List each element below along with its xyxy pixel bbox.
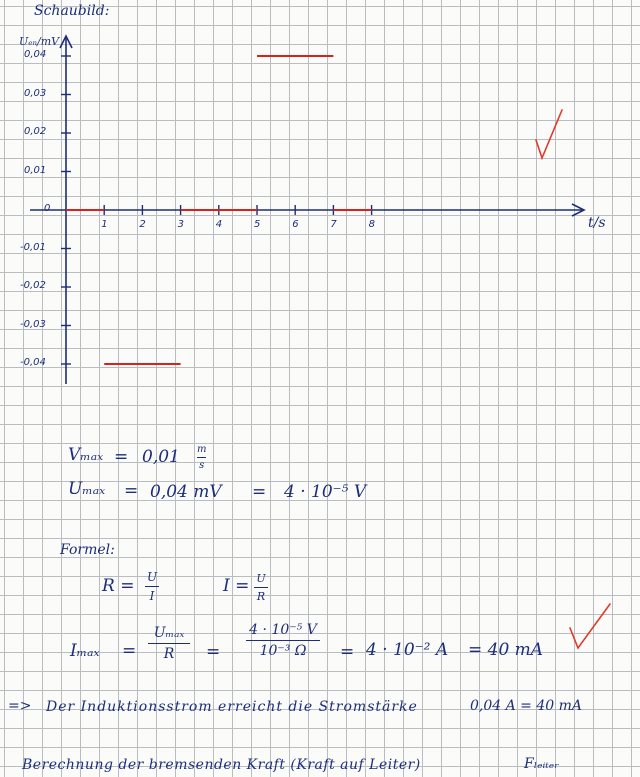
x-tick-label: 5 xyxy=(254,219,261,230)
y-tick-label: 0,01 xyxy=(24,164,47,176)
imax-equals-3: = xyxy=(340,642,355,662)
umax-value: 0,04 mV xyxy=(150,482,222,502)
umax-equals-2: = xyxy=(252,482,267,502)
imax-result: 4 · 10⁻² A xyxy=(366,640,449,660)
vmax-equals: = xyxy=(114,447,129,467)
vmax-label: Vₘₐₓ xyxy=(68,445,104,465)
vmax-value: 0,01 xyxy=(142,447,180,467)
vmax-unit-den: s xyxy=(199,460,205,471)
footer-symbol: Fₗₑᵢₜₑᵣ xyxy=(524,756,560,772)
y-tick-label: -0,04 xyxy=(20,357,46,368)
imax-frac-num: Uₘₐₓ xyxy=(153,625,185,641)
umax-equals: = xyxy=(124,481,139,501)
imax-frac2-num: 4 · 10⁻⁵ V xyxy=(249,622,317,638)
r-formula-frac xyxy=(145,570,159,603)
imax-equals: = xyxy=(122,641,137,661)
imax-frac2-den: 10⁻³ Ω xyxy=(259,643,307,659)
imax-frac xyxy=(148,625,190,662)
check-mark-icon xyxy=(528,104,568,164)
i-formula-frac xyxy=(254,572,268,603)
imax-frac-den: R xyxy=(163,646,175,662)
imax-result-2: = 40 mA xyxy=(468,640,544,660)
i-formula-num: U xyxy=(256,572,266,585)
umax-alt-value: 4 · 10⁻⁵ V xyxy=(284,482,367,502)
x-tick-label: 3 xyxy=(177,219,184,230)
x-tick-label: 2 xyxy=(139,219,146,230)
y-tick-label-zero: 0 xyxy=(44,203,51,214)
y-tick-label: -0,03 xyxy=(20,318,46,330)
imax-frac-2 xyxy=(246,622,320,659)
x-axis-label: t/s xyxy=(588,215,606,231)
umax-label: Uₘₐₓ xyxy=(68,479,106,499)
imax-equals-2: = xyxy=(206,642,221,662)
i-formula-den: R xyxy=(256,590,266,603)
x-tick-label: 8 xyxy=(368,219,375,230)
y-tick-label: -0,02 xyxy=(20,280,46,291)
formula-heading: Formel: xyxy=(60,542,115,558)
r-formula-num: U xyxy=(146,570,158,584)
i-formula-lhs: I = xyxy=(223,576,250,596)
check-mark-icon xyxy=(566,598,616,654)
y-tick-label: -0,01 xyxy=(20,241,46,253)
r-formula-lhs: R = xyxy=(102,576,135,596)
conclusion-value: 0,04 A = 40 mA xyxy=(470,698,583,714)
footer-text: Berechnung der bremsenden Kraft (Kraft auf Leiter) xyxy=(22,757,421,773)
y-tick-label: 0,02 xyxy=(24,126,47,137)
x-tick-label: 1 xyxy=(101,219,108,230)
conclusion-text: Der Induktionsstrom erreicht die Stromstärke xyxy=(46,699,418,715)
conclusion-arrow: => xyxy=(8,698,32,714)
vmax-unit-num: m xyxy=(197,444,207,455)
x-tick-label: 4 xyxy=(215,219,223,230)
imax-label: Iₘₐₓ xyxy=(70,641,100,661)
r-formula-den: I xyxy=(149,589,155,603)
vmax-unit xyxy=(197,444,206,471)
y-tick-label: 0,04 xyxy=(24,49,47,60)
y-axis-label: Uₑₙ/mV xyxy=(19,35,60,48)
x-tick-label: 7 xyxy=(330,219,337,230)
y-tick-label: 0,03 xyxy=(24,87,47,99)
page-heading: Schaubild: xyxy=(34,3,110,19)
x-tick-label: 6 xyxy=(292,219,299,230)
